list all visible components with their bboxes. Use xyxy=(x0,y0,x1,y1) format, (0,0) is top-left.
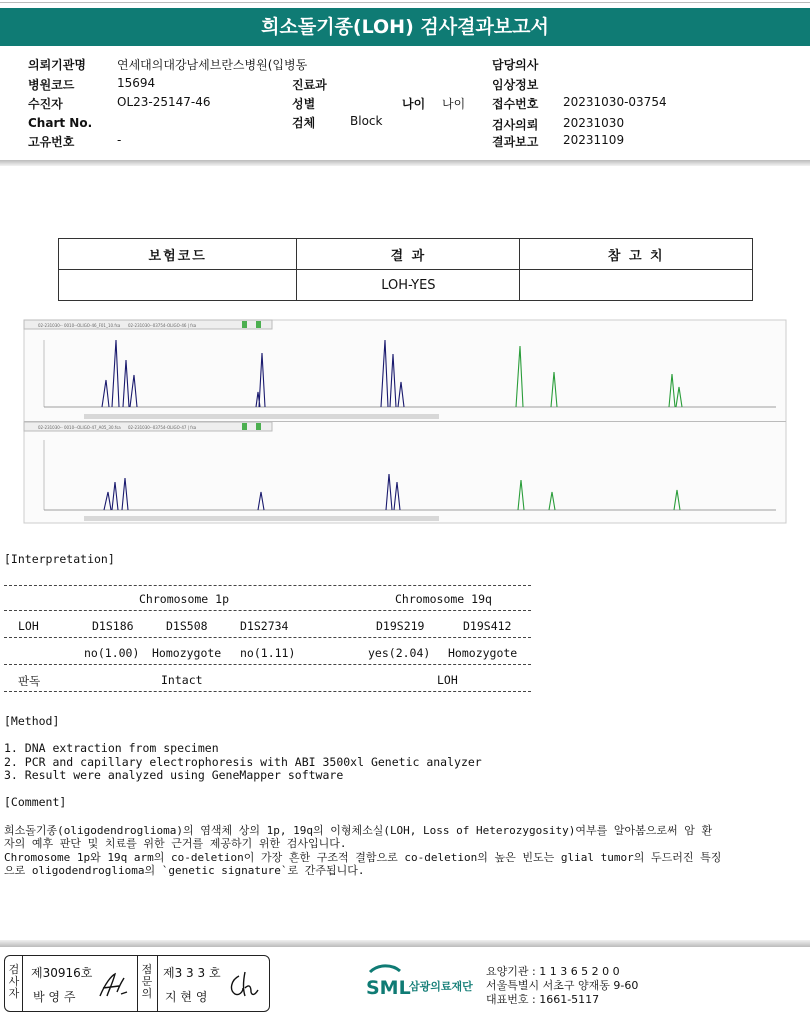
label-department: 진료과 xyxy=(292,78,327,92)
marker-d19s219: D19S219 xyxy=(376,619,425,633)
panel1-tab-b: 02-231030--03754-OLIGO-46 | fsa xyxy=(128,323,197,328)
tester-label: 검사자 xyxy=(8,963,20,1000)
value-d1s186: no(1.00) xyxy=(84,646,140,660)
value-hospital-code: 15694 xyxy=(117,76,156,90)
th-reference: 참 고 치 xyxy=(520,239,753,270)
cell-reference xyxy=(520,270,753,301)
result-table xyxy=(58,238,753,301)
institution-code: 요양기관 : 1 1 3 6 5 2 0 0 xyxy=(486,965,620,978)
comment-line-1: 희소돌기종(oligodendroglioma)의 염색체 상의 1p, 19q의 이형체소실(LOH, Loss of Heterozygosity)여부를 알아봄으로써 암 환 xyxy=(4,824,713,837)
judge-1p: Intact xyxy=(161,673,203,687)
value-patient: OL23-25147-46 xyxy=(117,95,211,109)
label-clinical-info: 임상정보 xyxy=(492,78,539,92)
value-requester: 연세대의대강남세브란스병원(입병동 xyxy=(117,58,308,72)
value-receipt-no: 20231030-03754 xyxy=(563,95,667,109)
value-report-date: 20231109 xyxy=(563,133,625,147)
reviewer-signature xyxy=(225,970,261,1000)
comment-line-2: 자의 예후 판단 및 치료를 위한 근거를 제공하기 위한 검사입니다. xyxy=(4,837,347,850)
electropherogram xyxy=(24,320,786,523)
panel2-tab-b: 02-231030--03754-OLIGO-47 | fsa xyxy=(128,425,197,430)
label-age: 나이 xyxy=(402,97,426,111)
label-request-date: 검사의뢰 xyxy=(492,118,539,132)
divider xyxy=(4,664,531,665)
comment-heading: [Comment] xyxy=(4,795,67,809)
report-title: 희소돌기종(LOH) 검사결과보고서 xyxy=(0,8,810,46)
comment-line-4: 으로 oligodendroglioma의 `genetic signature`로 간주됩니다. xyxy=(4,864,365,877)
label-requester: 의뢰기관명 xyxy=(28,58,86,72)
label-receipt-no: 접수번호 xyxy=(492,97,539,111)
method-heading: [Method] xyxy=(4,714,60,728)
org-name: 삼광의료재단 xyxy=(409,980,473,993)
label-report-date: 결과보고 xyxy=(492,135,539,149)
sml-logo xyxy=(364,962,411,1000)
label-specimen: 검체 xyxy=(292,116,316,130)
reviewer-label: 점문의 xyxy=(141,963,153,1000)
table-row xyxy=(59,270,753,301)
tester-signature xyxy=(97,972,129,1000)
label-doctor: 담당의사 xyxy=(492,58,539,72)
logo-text: SML xyxy=(366,977,411,999)
method-item-1: 1. DNA extraction from specimen xyxy=(4,741,219,755)
address: 서울특별시 서초구 양재동 9-60 xyxy=(486,979,639,992)
marker-d19s412: D19S412 xyxy=(463,619,512,633)
label-patient: 수진자 xyxy=(28,97,63,111)
cell-insurance-code xyxy=(59,270,297,301)
table-header-row xyxy=(59,239,753,270)
divider xyxy=(4,610,531,611)
interpretation-heading: [Interpretation] xyxy=(4,552,115,566)
label-chart-no: Chart No. xyxy=(28,116,93,130)
comment-line-3: Chromosome 1p와 19q arm의 co-deletion이 가장 흔한 구조적 결함으로 co-deletion의 높은 빈도는 glial tumor의 두드러진 특징 xyxy=(4,851,722,864)
chr1-header: Chromosome 1p xyxy=(139,592,230,606)
tester-license-no: 제30916호 xyxy=(31,966,93,980)
value-age: 나이 xyxy=(442,97,466,111)
th-result: 결 과 xyxy=(297,239,520,270)
method-item-2: 2. PCR and capillary electrophoresis with ABI 3500xl Genetic analyzer xyxy=(4,755,482,769)
tester-name: 박 영 주 xyxy=(33,990,76,1004)
header-separator xyxy=(0,160,810,166)
label-sex: 성별 xyxy=(292,97,316,111)
marker-d1s186: D1S186 xyxy=(92,619,134,633)
loh-label: LOH xyxy=(18,619,39,633)
signature-box xyxy=(4,955,270,1012)
label-unique-no: 고유번호 xyxy=(28,135,75,149)
judge-19q: LOH xyxy=(437,673,458,687)
value-d19s412: Homozygote xyxy=(448,646,518,660)
method-item-3: 3. Result were analyzed using GeneMapper software xyxy=(4,768,344,782)
judge-label: 판독 xyxy=(18,674,41,688)
chr19-header: Chromosome 19q xyxy=(395,592,492,606)
th-insurance-code: 보험코드 xyxy=(59,239,297,270)
divider xyxy=(4,585,531,586)
divider xyxy=(4,637,531,638)
reviewer-name: 지 현 영 xyxy=(165,990,208,1004)
phone-number: 대표번호 : 1661-5117 xyxy=(486,993,600,1006)
value-specimen: Block xyxy=(350,114,383,128)
value-unique-no: - xyxy=(117,133,122,147)
value-d19s219: yes(2.04) xyxy=(368,646,431,660)
value-d1s2734: no(1.11) xyxy=(240,646,296,660)
value-d1s508: Homozygote xyxy=(152,646,222,660)
divider xyxy=(4,691,531,692)
label-hospital-code: 병원코드 xyxy=(28,78,75,92)
reviewer-license-no: 제3 3 3 호 xyxy=(163,966,221,980)
panel2-tab-a: 02-231030-- 0010--OLIGO-47_A05_30.fsa xyxy=(38,425,121,430)
footer-separator xyxy=(0,940,810,947)
panel1-tab-a: 02-231030-- 0010--OLIGO-46_F01_10.fsa xyxy=(38,323,121,328)
top-border xyxy=(0,2,810,3)
marker-d1s508: D1S508 xyxy=(166,619,208,633)
marker-d1s2734: D1S2734 xyxy=(240,619,289,633)
cell-result: LOH-YES xyxy=(297,270,520,301)
value-request-date: 20231030 xyxy=(563,116,625,130)
